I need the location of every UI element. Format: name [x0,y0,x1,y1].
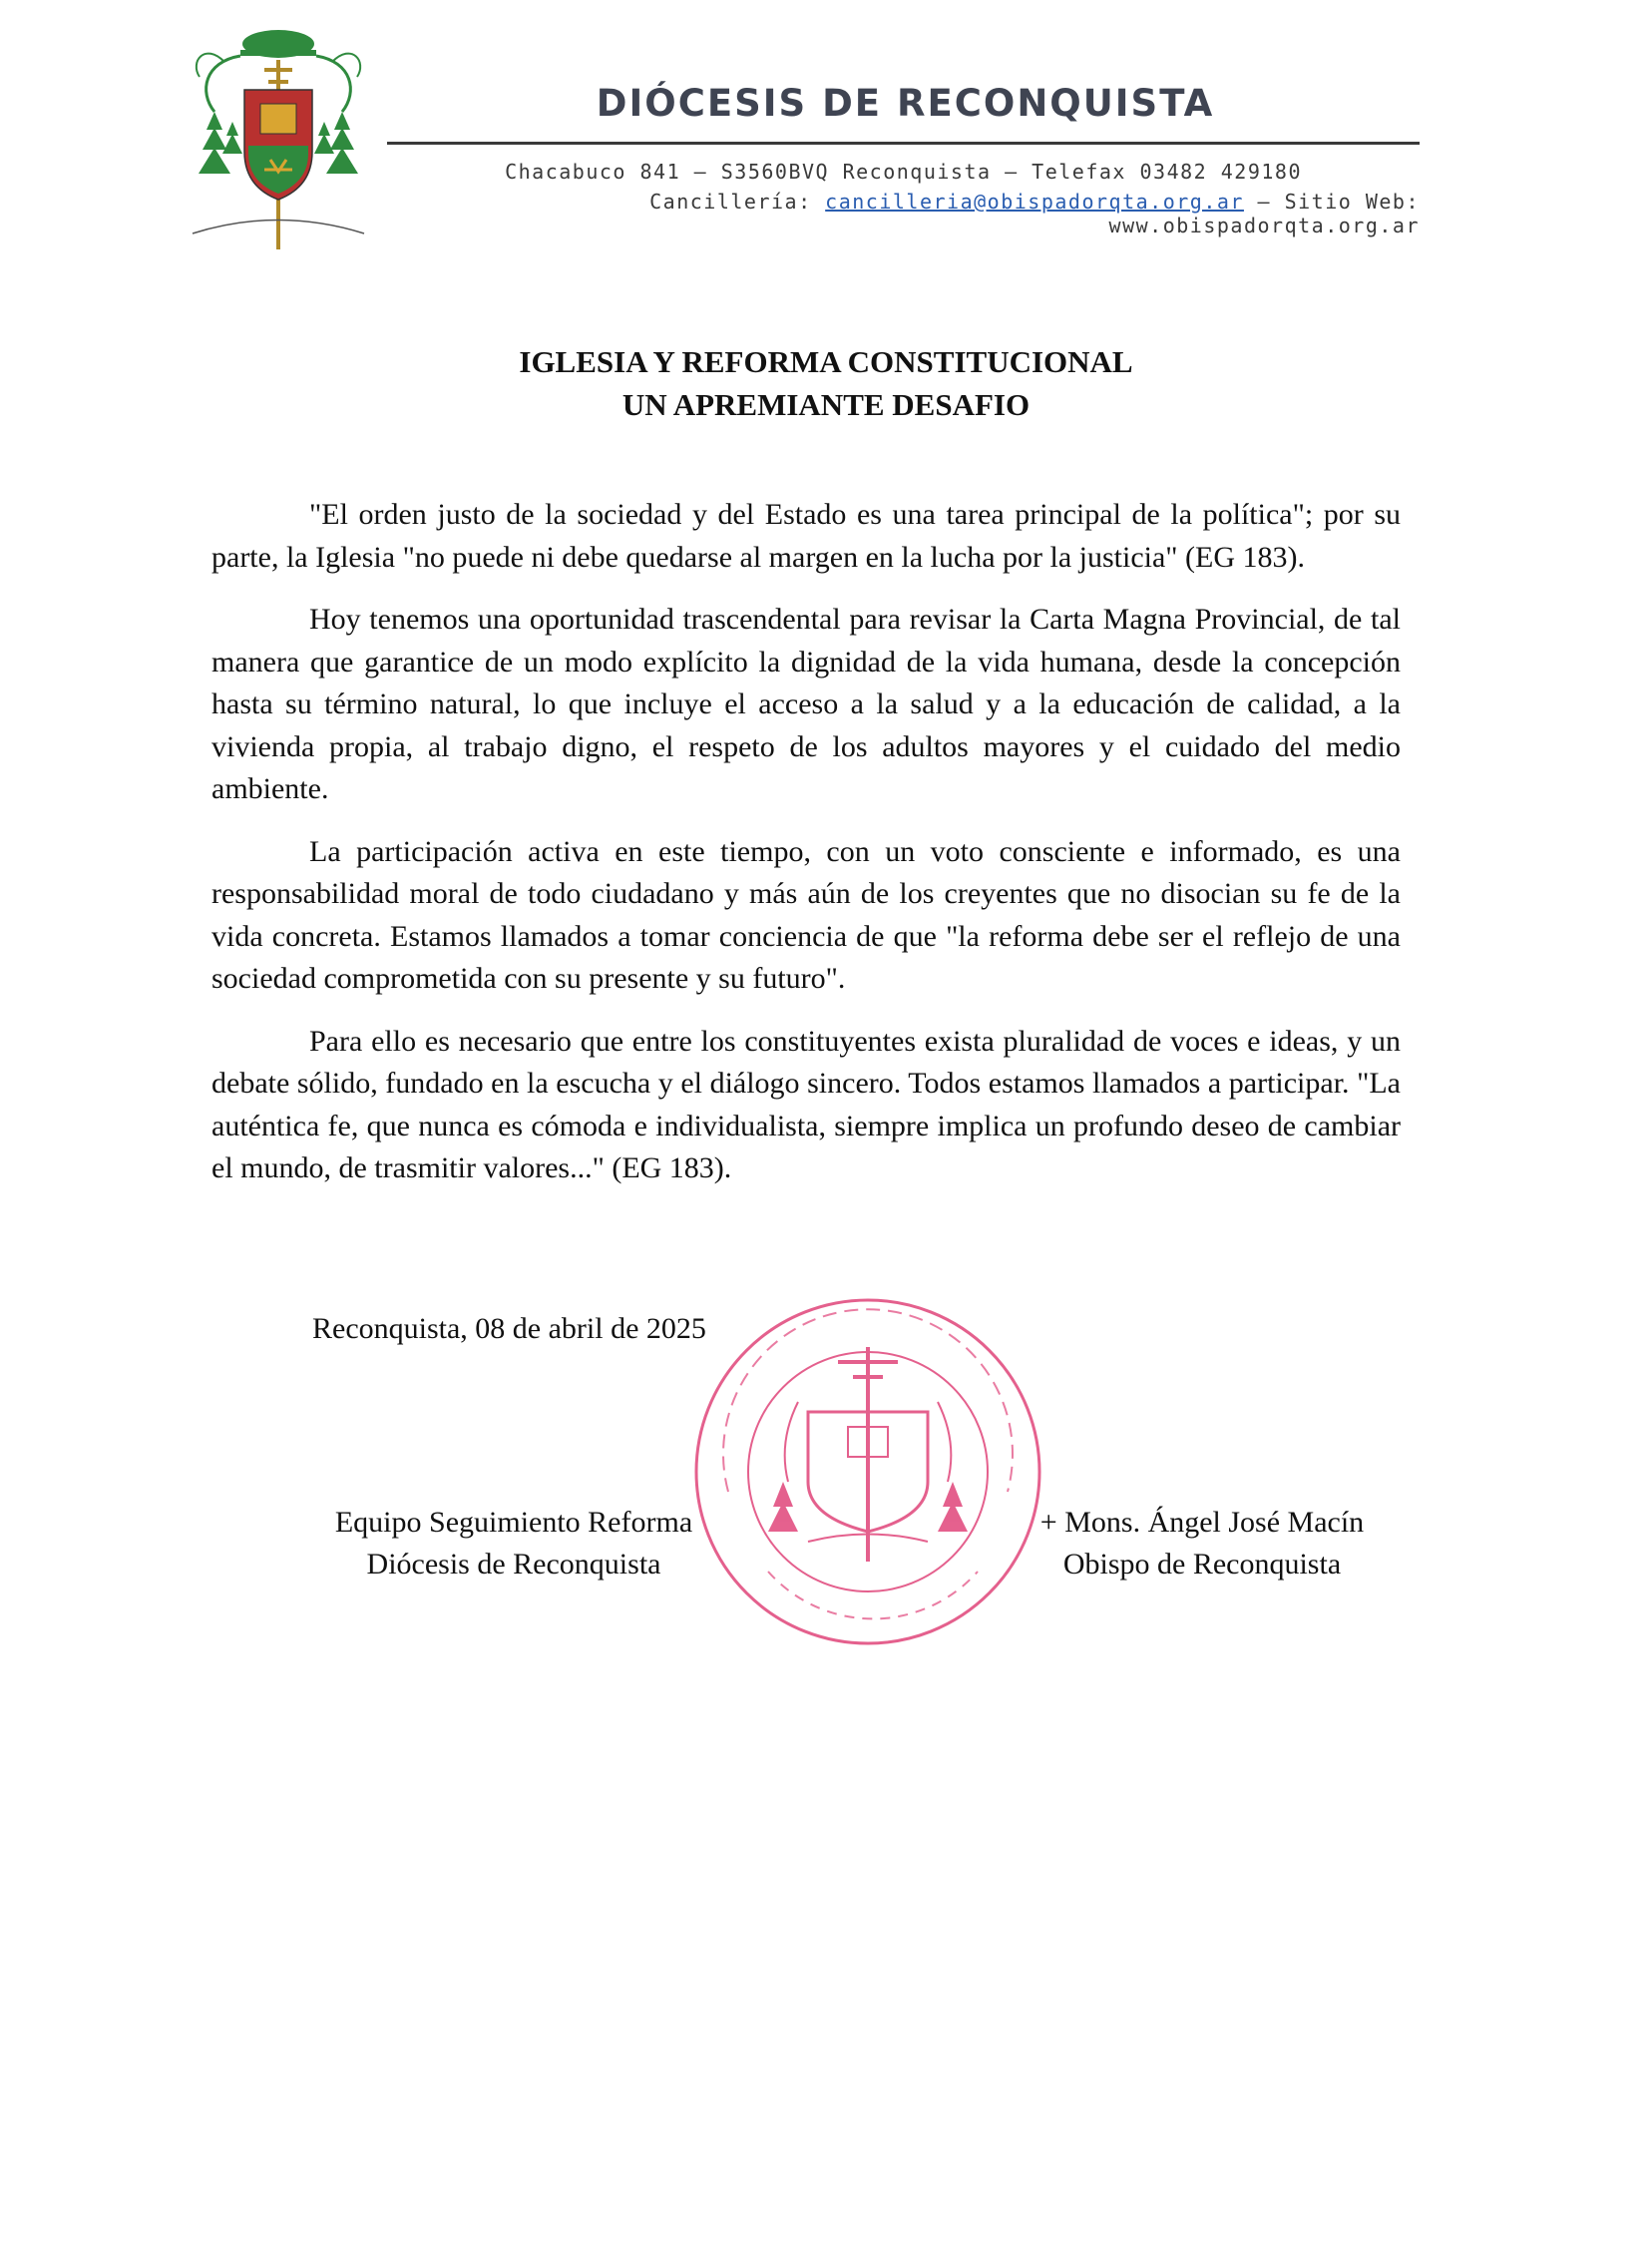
website-text: www.obispadorqta.org.ar [1108,214,1420,237]
document-title-line-2: UN APREMIANTE DESAFIO [621,387,1031,422]
diocese-crest-logo [185,22,372,266]
website-label: – Sitio Web: [1243,190,1420,214]
left-signatory-team: Equipo Seguimiento Reforma [334,1506,693,1539]
left-signature-block [299,1502,728,1585]
diocese-name-heading: DIÓCESIS DE RECONQUISTA [596,82,1215,125]
left-signatory-diocese: Diócesis de Reconquista [366,1548,661,1581]
body-paragraph: Hoy tenemos una oportunidad trascendental para revisar la Carta Magna Provincial, de tal manera que garantice de un modo explícito la dignidad de la vida humana, desde la concepción hasta su término natural, lo que incluye el acceso a la salud y a la educación de calidad, a la vivienda propia, al trabajo digno, el respeto de los adultos mayores y el cuidado del medio ambiente. [211,603,1401,805]
document-title-line-1: IGLESIA Y REFORMA CONSTITUCIONAL [519,344,1133,379]
chancery-label: Cancillería: [649,190,826,214]
body-paragraph: "El orden justo de la sociedad y del Estado es una tarea principal de la política"; por su parte, la Iglesia "no puede ni debe quedarse al margen en la lucha por la justicia" (EG 183). [211,498,1401,574]
address-line: Chacabuco 841 – S3560BVQ Reconquista – Telefax 03482 429180 [505,160,1302,184]
body-paragraph: Para ello es necesario que entre los constituyentes exista pluralidad de voces e ideas, y un debate sólido, fundado en la escucha y el diálogo sincero. Todos estamos llamados a participar. "La auténtica fe, que nunca es cómoda e individualista, siempre implica un profundo deseo de cambiar el mundo, de trasmitir valores..." (EG 183). [211,1024,1401,1184]
right-signature-block [1008,1502,1397,1585]
header-divider [387,142,1420,145]
chancery-email-link[interactable]: cancilleria@obispadorqta.org.ar [825,190,1244,214]
contact-line [387,190,1420,237]
letter-body [211,494,1401,1210]
bishop-name: + Mons. Ángel José Macín [1039,1506,1365,1539]
body-paragraph: La participación activa en este tiempo, con un voto consciente e informado, es una responsabilidad moral de todo ciudadano y más aún de los creyentes que no disocian su fe de la vida concreta. Estamos llamados a tomar conciencia de que "la reforma debe ser el reflejo de una sociedad comprometida con su presente y su futuro". [211,834,1401,995]
dateline: Reconquista, 08 de abril de 2025 [312,1312,706,1345]
bishop-title: Obispo de Reconquista [1062,1548,1342,1581]
diocese-seal-stamp [688,1292,1047,1651]
